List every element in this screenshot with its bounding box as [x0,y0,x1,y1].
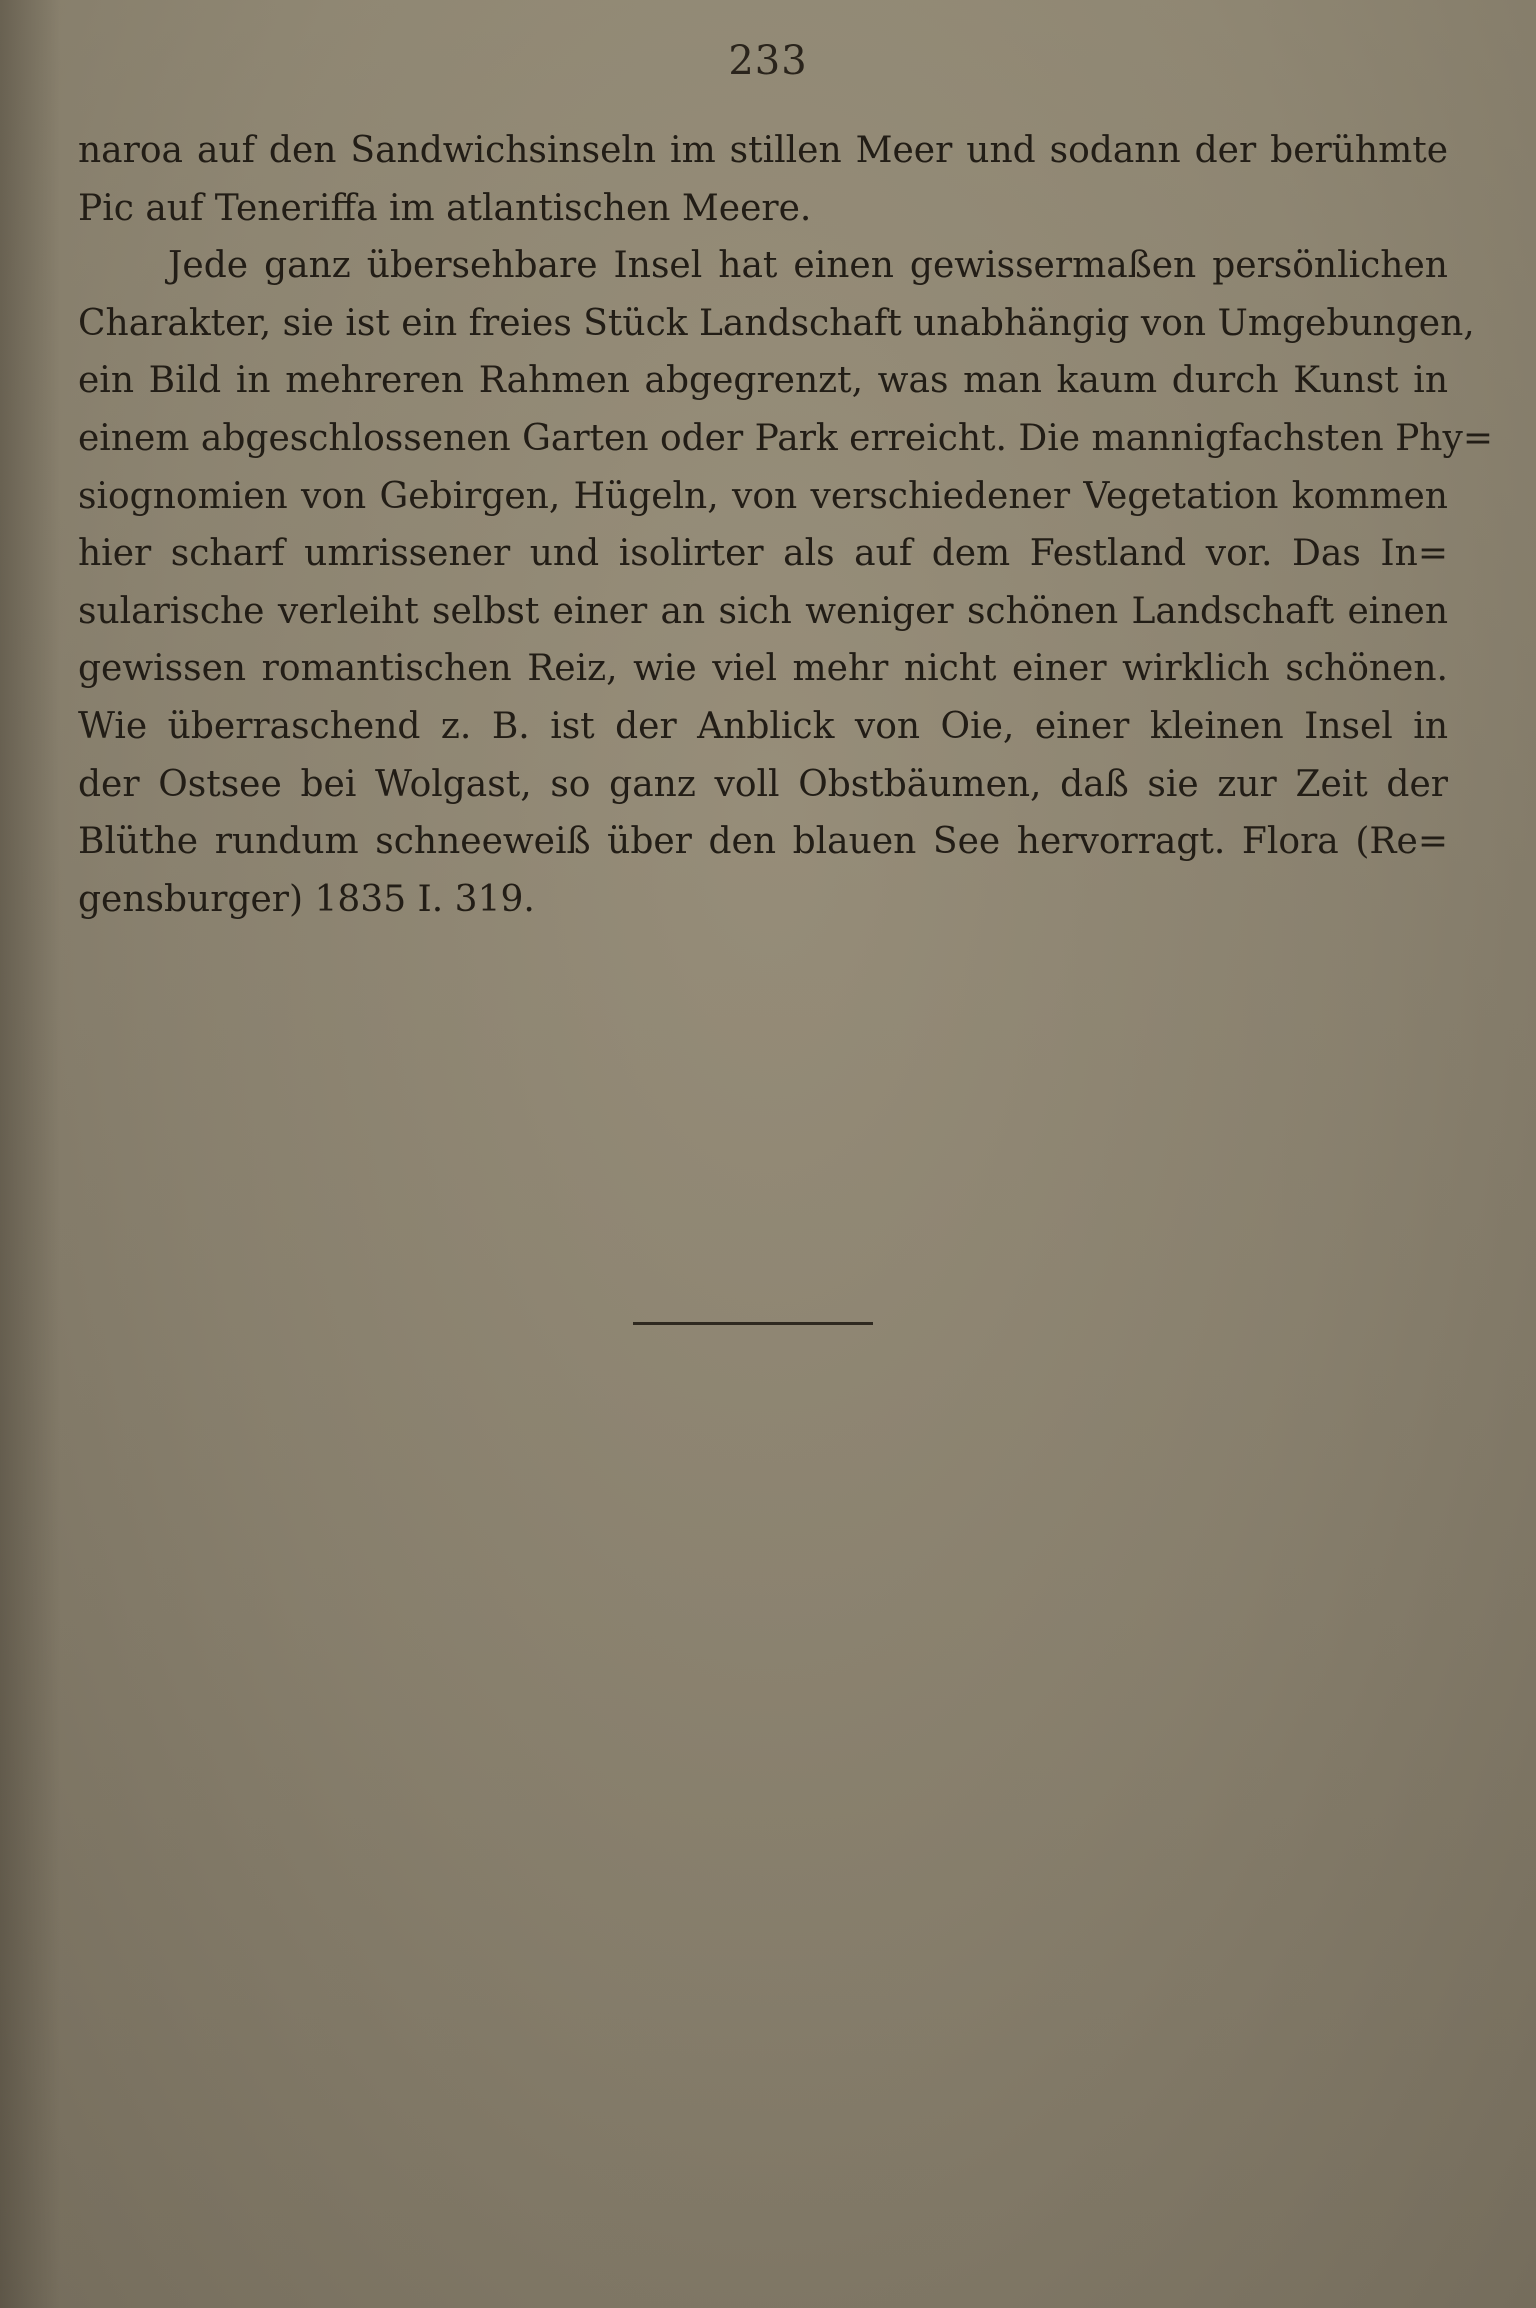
body-text [78,122,1493,928]
text-line: sularische verleiht selbst einer an sich weniger schönen Landschaft einen [78,590,1448,632]
text-line: Charakter, sie ist ein freies Stück Landschaft unabhängig von Umgebungen, [78,302,1475,344]
text-line: naroa auf den Sandwichsinseln im stillen Meer und sodann der berühmte [78,130,1448,171]
text-line: siognomien von Gebirgen, Hügeln, von verschiedener Vegetation kommen [78,475,1448,517]
text-line: Blüthe rundum schneeweiß über den blauen See hervorragt. Flora (Re= [78,821,1448,863]
text-line: gensburger) 1835 I. 319. [78,878,535,920]
text-line: hier scharf umrissener und isolirter als auf dem Festland vor. Das In= [78,533,1448,575]
text-line: der Ostsee bei Wolgast, so ganz voll Obstbäumen, daß sie zur Zeit der [78,763,1448,805]
text-line: Pic auf Teneriffa im atlantischen Meere. [78,187,812,229]
text-line: gewissen romantischen Reiz, wie viel mehr nicht einer wirklich schönen. [78,648,1448,690]
page-number: 233 [728,38,808,84]
text-line: ein Bild in mehreren Rahmen abgegrenzt, was man kaum durch Kunst in [78,360,1448,402]
text-line: einem abgeschlossenen Garten oder Park erreicht. Die mannigfachsten Phy= [78,417,1493,459]
text-line: Wie überraschend z. B. ist der Anblick von Oie, einer kleinen Insel in [78,705,1448,747]
section-divider-rule [633,1322,873,1325]
text-line: Jede ganz übersehbare Insel hat einen gewissermaßen persönlichen [168,245,1448,287]
binding-shadow [0,0,60,2308]
